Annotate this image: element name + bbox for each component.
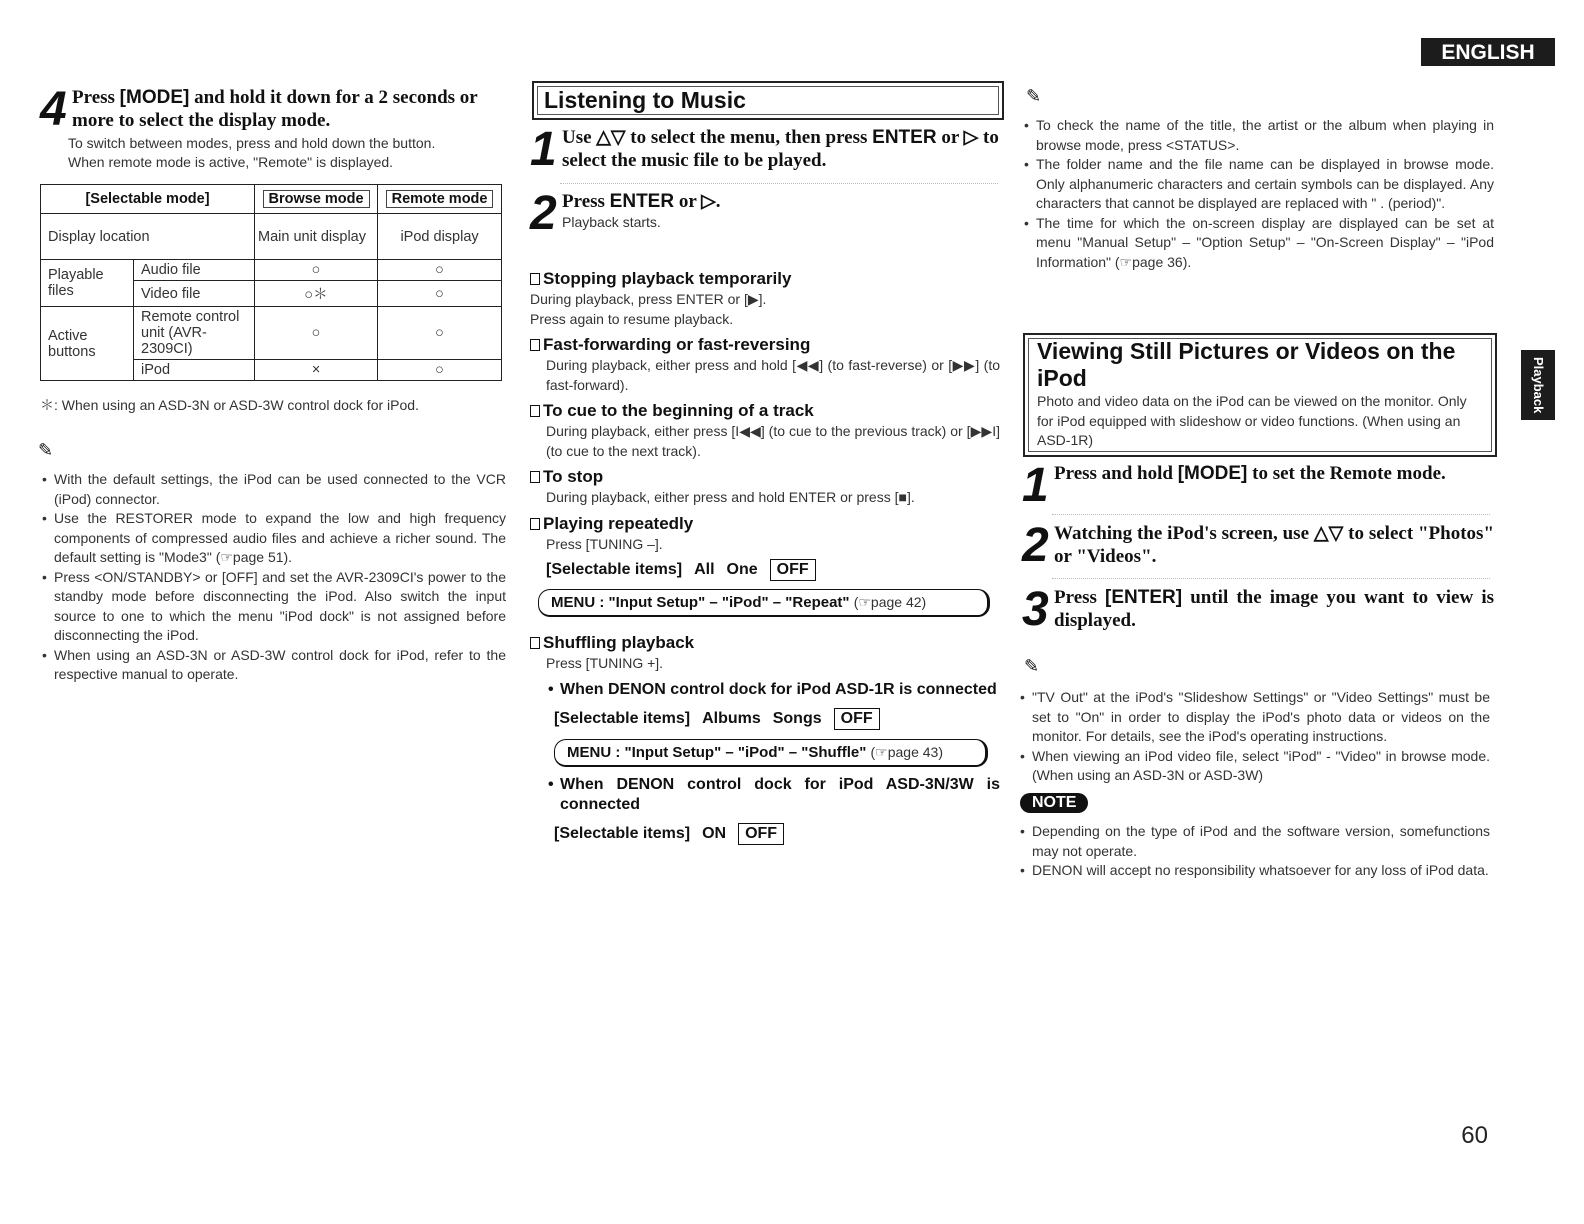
row-display-location: Display location bbox=[41, 214, 255, 260]
step-heading: Press and hold [MODE] to set the Remote mode. bbox=[1054, 463, 1446, 484]
step-body: Playback starts. bbox=[562, 214, 661, 230]
listening-section-title: Listening to Music bbox=[532, 81, 1004, 120]
viewing-section-box bbox=[1023, 333, 1497, 457]
shuffle-selectable-items bbox=[554, 708, 1000, 730]
asd1r-condition: • When DENON control dock for iPod ASD-1R is connected bbox=[546, 680, 1000, 700]
row-playable-files: Playable files bbox=[41, 260, 134, 307]
ff-section bbox=[530, 334, 1000, 395]
pencil-icon: ✎ bbox=[38, 440, 54, 460]
divider bbox=[560, 183, 998, 184]
shuffle-press: Press [TUNING +]. bbox=[546, 655, 664, 671]
left-notes-list bbox=[40, 470, 506, 685]
table-footnote: ＊: When using an ASD-3N or ASD-3W control dock for iPod. bbox=[40, 397, 419, 413]
stop-temp-section bbox=[530, 268, 1000, 329]
step-heading: Watching the iPod's screen, use △▽ to select "Photos" or "Videos". bbox=[1054, 523, 1494, 567]
warnings-list bbox=[1018, 822, 1490, 881]
shuffle-section bbox=[530, 632, 1000, 845]
option-off: OFF bbox=[770, 559, 816, 581]
row-active-buttons: Active buttons bbox=[41, 307, 134, 381]
cell-audio-browse: ○ bbox=[255, 260, 378, 281]
language-tab: ENGLISH bbox=[1421, 38, 1555, 66]
list-item: • To check the name of the title, the artist or the album when playing in browse mode, press <STATUS>. bbox=[1022, 116, 1494, 155]
selectable-label: [Selectable items] bbox=[554, 825, 691, 842]
ff-body: During playback, either press and hold [◀◀] (to fast-reverse) or [▶▶] (to fast-forward). bbox=[546, 357, 1000, 393]
cell-video-browse: ○＊ bbox=[255, 281, 378, 307]
section-side-tab: Playback bbox=[1521, 350, 1555, 420]
cell-ipod-remote: ○ bbox=[378, 360, 502, 381]
asd3n-selectable-items bbox=[554, 823, 1000, 845]
list-item: • When viewing an iPod video file, select "iPod" - "Video" in browse mode. (When using an ASD-3N or ASD-3W) bbox=[1018, 747, 1490, 786]
pencil-icon: ✎ bbox=[1026, 86, 1042, 106]
list-item: • The folder name and the file name can be displayed in browse mode. Only alphanumeric characters and certain symbols can be displayed. Any characters that cannot be displayed are replaced with " . (period)". bbox=[1022, 155, 1494, 214]
stop-body: During playback, either press and hold ENTER or press [■]. bbox=[546, 489, 915, 505]
cell-remote-unit-browse: ○ bbox=[255, 307, 378, 360]
cell-ipod-display: iPod display bbox=[378, 214, 502, 260]
viewing-notes-list bbox=[1018, 688, 1490, 786]
list-item: • The time for which the on-screen display are displayed can be set at menu "Manual Setup" – "Option Setup" – "On-Screen Display" – "iPod Information" (☞page 36). bbox=[1022, 214, 1494, 273]
option-off: OFF bbox=[738, 823, 784, 845]
option-songs: Songs bbox=[772, 709, 822, 727]
list-item: • When using an ASD-3N or ASD-3W control dock for iPod, refer to the respective manual to operate. bbox=[40, 646, 506, 685]
step-number: 3 bbox=[1022, 583, 1049, 636]
right-notes-list bbox=[1022, 116, 1494, 272]
list-item: • With the default settings, the iPod can be used connected to the VCR (iPod) connector. bbox=[40, 470, 506, 509]
step-4 bbox=[40, 83, 506, 172]
cue-body: During playback, either press [I◀◀] (to cue to the previous track) or [▶▶I] (to cue to the next track). bbox=[546, 423, 1000, 459]
repeat-section bbox=[530, 513, 1000, 617]
step-heading: Press ENTER or ▷. bbox=[562, 191, 721, 212]
selectable-label: [Selectable items] bbox=[546, 560, 683, 578]
list-item: • "TV Out" at the iPod's "Slideshow Settings" or "Video Settings" must be set to "On" in order to display the iPod's photo data or videos on the monitor. For details, see the iPod's operating instructions. bbox=[1018, 688, 1490, 747]
stop-temp-line-1: During playback, press ENTER or [▶]. bbox=[530, 291, 767, 307]
option-one: One bbox=[726, 560, 758, 578]
page-number: 60 bbox=[1461, 1122, 1488, 1149]
row-video-file: Video file bbox=[134, 281, 255, 307]
viewing-step-2 bbox=[1022, 519, 1494, 572]
option-albums: Albums bbox=[702, 709, 761, 727]
stop-title: To stop bbox=[530, 466, 1000, 488]
stop-section bbox=[530, 466, 1000, 508]
list-item: • Press <ON/STANDBY> or [OFF] and set the AVR-2309CI's power to the standby mode before disconnecting the iPod. Also switch the input source to one to which the menu "iPod dock" is not assigned before disconnecting the iPod. bbox=[40, 568, 506, 646]
stop-temp-title: Stopping playback temporarily bbox=[530, 268, 1000, 290]
option-off: OFF bbox=[834, 708, 880, 730]
divider bbox=[1052, 578, 1490, 579]
step-body: To switch between modes, press and hold down the button. When remote mode is active, "Remote" is displayed. bbox=[68, 135, 436, 170]
step-number: 1 bbox=[530, 123, 557, 176]
option-on: ON bbox=[702, 825, 727, 842]
col-browse-mode: Browse mode bbox=[255, 185, 378, 214]
repeat-title: Playing repeatedly bbox=[530, 513, 1000, 535]
listening-step-1 bbox=[530, 123, 1000, 176]
repeat-selectable-items bbox=[546, 559, 1000, 581]
row-remote-control-unit: Remote control unit (AVR-2309CI) bbox=[134, 307, 255, 360]
step-number: 2 bbox=[1022, 519, 1049, 572]
selectable-label: [Selectable items] bbox=[554, 709, 691, 727]
list-item: • Use the RESTORER mode to expand the low and high frequency components of compressed audio files and achieve a richer sound. The default setting is "Mode3" (☞page 51). bbox=[40, 509, 506, 568]
row-ipod: iPod bbox=[134, 360, 255, 381]
repeat-press: Press [TUNING –]. bbox=[546, 536, 663, 552]
asd3n-condition: • When DENON control dock for iPod ASD-3N/3W is connected bbox=[546, 775, 1000, 815]
step-heading: Press [ENTER] until the image you want to view is displayed. bbox=[1054, 587, 1494, 631]
ff-title: Fast-forwarding or fast-reversing bbox=[530, 334, 1000, 356]
list-item: • Depending on the type of iPod and the software version, somefunctions may not operate. bbox=[1018, 822, 1490, 861]
viewing-step-3 bbox=[1022, 583, 1494, 636]
cell-audio-remote: ○ bbox=[378, 260, 502, 281]
list-item: • DENON will accept no responsibility whatsoever for any loss of iPod data. bbox=[1018, 861, 1490, 881]
shuffle-menu-path: MENU : "Input Setup" – "iPod" – "Shuffle" (☞page 43) bbox=[554, 739, 988, 768]
display-mode-table bbox=[40, 184, 502, 381]
cue-title: To cue to the beginning of a track bbox=[530, 400, 1000, 422]
pencil-icon: ✎ bbox=[1024, 656, 1040, 676]
stop-temp-line-2: Press again to resume playback. bbox=[530, 310, 734, 327]
cue-section bbox=[530, 400, 1000, 461]
cell-ipod-browse: × bbox=[255, 360, 378, 381]
step-heading: Press [MODE] and hold it down for a 2 seconds or more to select the display mode. bbox=[72, 87, 478, 131]
shuffle-title: Shuffling playback bbox=[530, 632, 1000, 654]
cell-main-unit-display: Main unit display bbox=[255, 214, 378, 260]
step-heading: Use △▽ to select the menu, then press ENTER or ▷ to select the music file to be played. bbox=[562, 127, 999, 171]
repeat-menu-path: MENU : "Input Setup" – "iPod" – "Repeat" (☞page 42) bbox=[538, 589, 990, 618]
option-all: All bbox=[694, 560, 715, 578]
step-number: 1 bbox=[1022, 459, 1049, 512]
listening-step-2 bbox=[530, 187, 1000, 240]
col-remote-mode: Remote mode bbox=[378, 185, 502, 214]
row-audio-file: Audio file bbox=[134, 260, 255, 281]
divider bbox=[1052, 514, 1490, 515]
step-number: 4 bbox=[40, 83, 67, 136]
viewing-intro: Photo and video data on the iPod can be viewed on the monitor. Only for iPod equipped with slideshow or video functions. (When using an ASD-1R) bbox=[1037, 393, 1467, 448]
viewing-step-1 bbox=[1022, 459, 1494, 512]
cell-remote-unit-remote: ○ bbox=[378, 307, 502, 360]
viewing-section-title: Viewing Still Pictures or Videos on the iPod bbox=[1037, 338, 1456, 391]
note-badge: NOTE bbox=[1020, 793, 1088, 813]
step-number: 2 bbox=[530, 187, 557, 240]
cell-video-remote: ○ bbox=[378, 281, 502, 307]
col-selectable-mode: [Selectable mode] bbox=[41, 185, 255, 214]
